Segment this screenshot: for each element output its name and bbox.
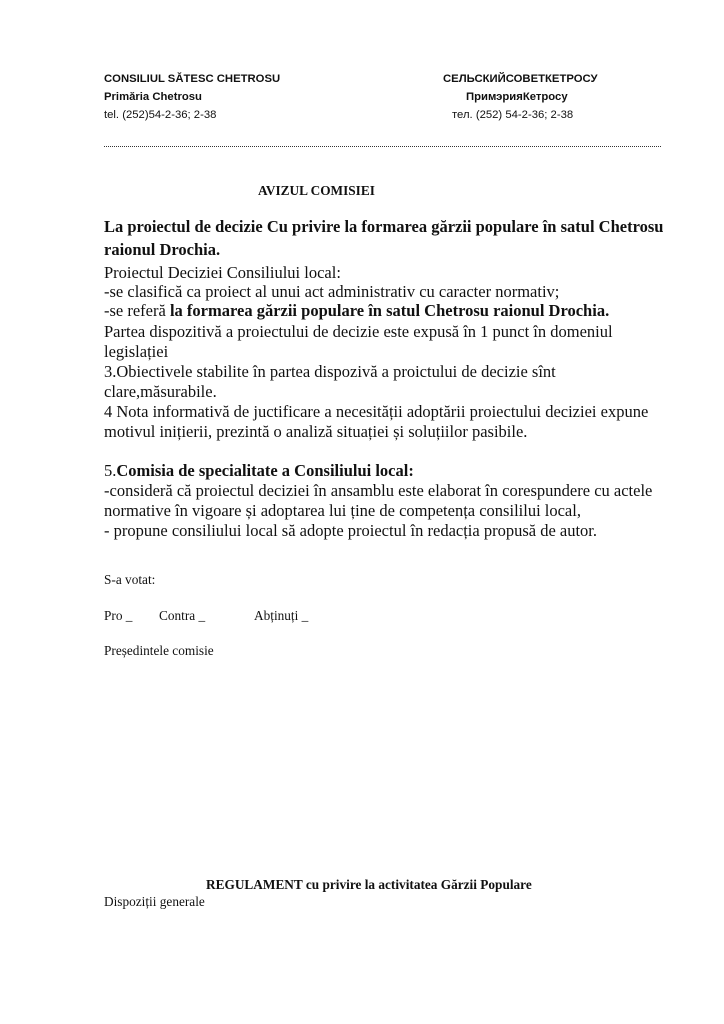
- header-council-name-ro: CONSILIUL SĂTESC CHETROSU: [104, 73, 281, 85]
- commission-heading: Comisia de specialitate a Consiliului local:: [116, 461, 414, 480]
- paragraph-proposes: - propune consiliului local să adopte proiectul în redacția propusă de autor.: [104, 521, 598, 540]
- commission-number: 5.: [104, 461, 117, 480]
- refers-subject: la formarea gărzii populare în satul Chetrosu raionul Drochia.: [169, 301, 610, 320]
- paragraph-refers: [104, 301, 609, 321]
- header-mayoralty-ro: Primăria Chetrosu: [104, 91, 202, 103]
- header-council-name-ru: СЕЛЬСКИЙСОВЕТКЕТРОСУ: [443, 73, 598, 85]
- regulation-title: REGULAMENT cu privire la activitatea Gărzii Populare: [206, 877, 532, 892]
- refers-prefix: -se referă: [104, 301, 170, 320]
- vote-abstain: Abținuți _: [254, 608, 309, 623]
- header-phone-ru: тел. (252) 54-2-36; 2-38: [452, 109, 574, 121]
- subject-line-2: raionul Drochia.: [104, 240, 221, 259]
- paragraph-commission: [104, 461, 414, 481]
- paragraph-note-1: 4 Nota informativă de juctificare a necesității adoptării proiectului deciziei expune: [104, 402, 649, 421]
- paragraph-classification: -se clasifică ca proiect al unui act administrativ cu caracter normativ;: [104, 282, 560, 301]
- paragraph-considers-2: normative în vigoare și adoptarea lui ține de competența consililui local,: [104, 501, 581, 520]
- committee-chair: Președintele comisie: [104, 643, 214, 658]
- paragraph-note-2: motivul inițierii, prezintă o analiză situației și soluțiilor pasibile.: [104, 422, 528, 441]
- paragraph-objectives-2: clare,măsurabile.: [104, 382, 217, 401]
- header-divider: [104, 146, 661, 147]
- paragraph-draft-decision: Proiectul Deciziei Consiliului local:: [104, 263, 341, 282]
- paragraph-considers-1: -consideră că proiectul deciziei în ansamblu este elaborat în corespundere cu actele: [104, 481, 653, 500]
- header-phone-ro: tel. (252)54-2-36; 2-38: [104, 109, 217, 121]
- paragraph-dispositive-1: Partea dispozitivă a proiectului de decizie este expusă în 1 punct în domeniul: [104, 322, 613, 341]
- subject-line-1: La proiectul de decizie Cu privire la formarea gărzii populare în satul Chetrosu: [104, 217, 664, 236]
- header-mayoralty-ru: ПримэрияКетросу: [466, 91, 568, 103]
- document-title: AVIZUL COMISIEI: [258, 183, 375, 198]
- paragraph-dispositive-2: legislației: [104, 342, 169, 361]
- paragraph-objectives-1: 3.Obiectivele stabilite în partea dispozivă a proictului de decizie sînt: [104, 362, 556, 381]
- regulation-section: Dispoziții generale: [104, 894, 205, 909]
- vote-pro: Pro _: [104, 608, 133, 623]
- vote-contra: Contra _: [159, 608, 206, 623]
- vote-label: S-a votat:: [104, 572, 156, 587]
